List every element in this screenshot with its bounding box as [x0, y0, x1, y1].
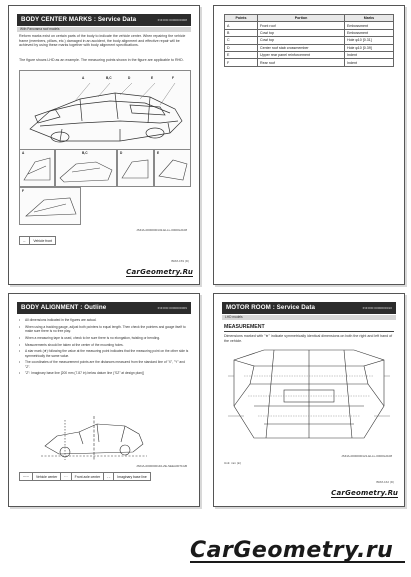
- figure-id: JSKIA-0000000132-ELLL-0000G2108: [136, 228, 187, 232]
- watermark-small: CarGeometry.Ru: [126, 268, 193, 276]
- marker-label-e: E: [151, 76, 154, 80]
- detail-d: [117, 149, 154, 187]
- table-row: B Cowl top Embossment: [225, 29, 394, 36]
- col-points: Points: [225, 15, 258, 22]
- legend-table: [19, 472, 151, 481]
- list-item: • A star mark (★) following the value at the measuring point indicates that the measuring point on the other side is symmetrically the same value.: [19, 349, 189, 357]
- table-row: A Front roof Embossment: [225, 22, 394, 29]
- figure-id: JSKIA-0000000121-ELLL-0000G2108: [341, 454, 392, 458]
- table-row: F Rear roof Indent: [225, 59, 394, 66]
- detail-e-drawing: [155, 150, 190, 186]
- table-header-row: [225, 15, 394, 22]
- page-subtitle: LHD models: [222, 315, 396, 320]
- marks-table: [224, 14, 394, 67]
- legend-base-line-icon: - -: [104, 473, 114, 481]
- page-body-alignment: [8, 293, 200, 507]
- col-marks: Marks: [345, 15, 394, 22]
- legend-vehicle-front: Vehicle front: [30, 237, 56, 245]
- legend-vehicle-center: Vehicle center: [32, 473, 60, 481]
- page-header: BODY ALIGNMENT : Outline INFOID:0000000009: [17, 302, 191, 314]
- list-item: • Measurements should be taken at the center of the mounting holes.: [19, 343, 189, 347]
- measurement-text: Dimensions marked with "★" indicate symmetrically identical dimensions on both the right and left hand of the vehicle.: [224, 334, 393, 343]
- detail-d-label: D: [120, 151, 123, 155]
- detail-f-drawing: [20, 188, 80, 224]
- legend-imaginary-base-line: Imaginary base line: [114, 473, 150, 481]
- legend-front-axle-center: Front axle center: [71, 473, 103, 481]
- table-row: E Upper rear panel reinforcement Indent: [225, 51, 394, 58]
- table-row: D Center roof stab crossmember Hole φ10 [0.39]: [225, 44, 394, 51]
- unit-label: Unit: mm (in): [224, 461, 242, 465]
- page-subtitle: With Panorama roof models: [17, 27, 191, 32]
- motor-room-figure: [224, 346, 394, 452]
- marker-label-bc: B,C: [106, 76, 112, 80]
- section-heading: MEASUREMENT: [224, 324, 265, 330]
- page-number: BRM-162 (D): [376, 480, 394, 484]
- list-item: • When using a tracking gauge, adjust both pointers to equal length. Then check the pointers and gauge itself to make sure there is no free play.: [19, 325, 189, 333]
- legend-arrow-icon: ←: [20, 237, 30, 245]
- page-header: MOTOR ROOM : Service Data INFOID:0000000010: [222, 302, 396, 314]
- detail-f-label: F: [22, 189, 24, 193]
- detail-a: [19, 149, 55, 187]
- detail-a-label: A: [22, 151, 25, 155]
- body-frame-figure: [19, 70, 191, 150]
- list-item: • When a measuring tape is used, check to be sure there is no elongation, twisting or bending.: [19, 336, 189, 340]
- page-body-center-marks: [8, 5, 200, 285]
- detail-e-label: E: [157, 151, 160, 155]
- list-item: • The coordinates of the measurement points are the distances measured from the standard line of "X", "Y" and "Z".: [19, 360, 189, 368]
- list-item: • "Z": Imaginary base line [200 mm (7.87 in) below datum line ("0Z" at design plan)]: [19, 371, 189, 375]
- motor-room-drawing: [224, 346, 394, 452]
- divider: [224, 331, 394, 332]
- car-alignment-drawing: [39, 412, 149, 462]
- legend-front-axle-icon: ···: [61, 473, 71, 481]
- detail-bc: [55, 149, 117, 187]
- marker-label-f: F: [172, 76, 174, 80]
- page-number: BRM-159 (D): [171, 259, 189, 263]
- col-portion: Portion: [258, 15, 345, 22]
- detail-d-drawing: [118, 150, 153, 186]
- alignment-figure: [39, 412, 149, 462]
- list-item: • All dimensions indicated in the figures are actual.: [19, 318, 189, 322]
- table-row: C Cowl top Hole φ10 [0.31]: [225, 37, 394, 44]
- detail-bc-drawing: [56, 150, 116, 186]
- detail-grid: [19, 149, 189, 224]
- detail-e: [154, 149, 191, 187]
- marker-label-d: D: [128, 76, 131, 80]
- note-text: The figure shows LHD as an example. The measuring points shown in the figure are applicable to RHD.: [19, 58, 184, 62]
- intro-text: Reform marks exist on certain parts of the body to indicate the vehicle center. When repairing the vehicle frame (members, pillars, etc.) damaged in an accident, the body alignment and effective repair will be achieved by using these marks together with body alignment specifications.: [19, 34, 186, 48]
- detail-a-drawing: [20, 150, 54, 186]
- figure-id: JSKIA-0000000140-ZE-SEEA0071GB: [136, 464, 187, 468]
- outline-bullets: [19, 318, 189, 378]
- legend-table: [19, 236, 56, 245]
- marker-label-a: A: [82, 76, 85, 80]
- car-body-shell-drawing: [20, 71, 190, 149]
- watermark-small: CarGeometry.Ru: [331, 489, 398, 497]
- page-motor-room: [213, 293, 405, 507]
- watermark-logo: CarGeometry.ru: [190, 538, 393, 563]
- page-header: BODY CENTER MARKS : Service Data INFOID:0000000008: [17, 14, 191, 26]
- page-marks-table: [213, 5, 405, 285]
- detail-bc-label: B,C: [82, 151, 88, 155]
- detail-f: [19, 187, 81, 225]
- legend-vehicle-center-icon: ─·─: [20, 473, 33, 481]
